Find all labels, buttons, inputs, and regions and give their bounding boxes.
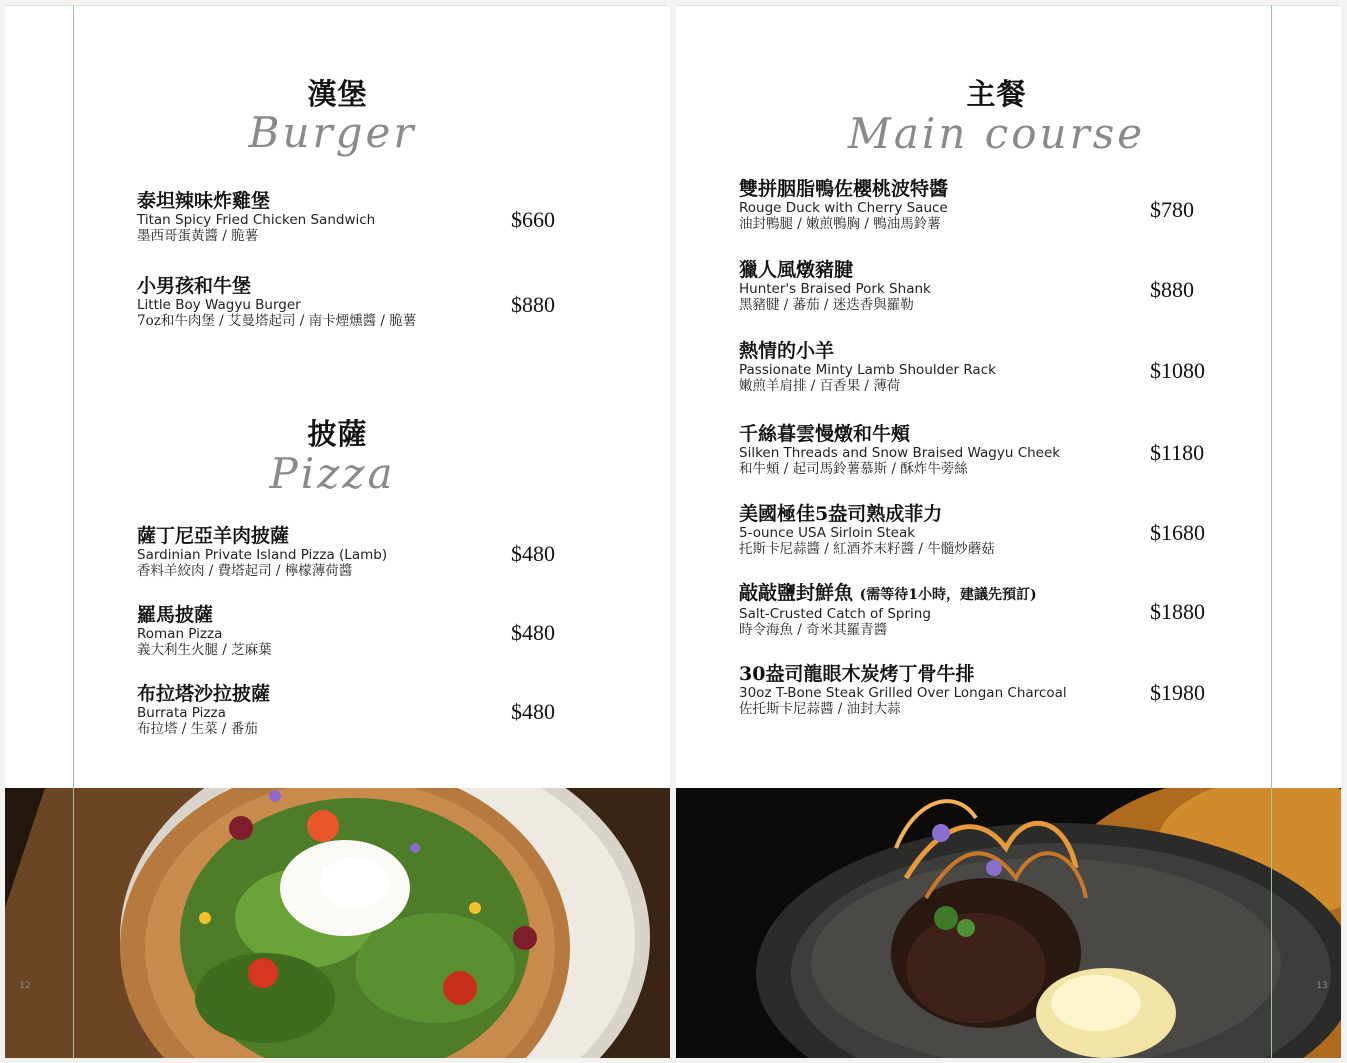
item-price: $480 (511, 699, 555, 724)
menu-item (739, 424, 1060, 478)
item-description: 嫩煎羊肩排 / 百香果 / 薄荷 (739, 378, 901, 394)
menu-item (137, 526, 387, 580)
item-name-en: Titan Spicy Fried Chicken Sandwich (137, 212, 376, 228)
item-name-zh (739, 583, 1037, 606)
item-description: 和牛頰 / 起司馬鈴薯慕斯 / 酥炸牛蒡絲 (739, 461, 968, 477)
item-name-en: 5-ounce USA Sirloin Steak (739, 525, 916, 541)
item-name-en: Passionate Minty Lamb Shoulder Rack (739, 362, 996, 378)
item-name-en: Burrata Pizza (137, 705, 226, 721)
item-name-zh-text: 千絲暮雲慢燉和牛頰 (739, 423, 911, 445)
menu-item (739, 664, 1067, 718)
page-number: 13 (1316, 981, 1328, 991)
menu-page-right (676, 5, 1341, 1058)
item-description: 托斯卡尼蒜醬 / 紅酒芥末籽醬 / 牛髓炒蘑菇 (739, 541, 995, 557)
item-name-en: Roman Pizza (137, 626, 223, 642)
item-description: 時令海魚 / 奇米其羅青醬 (739, 622, 888, 638)
item-name-zh-text: 美國極佳5盎司熟成菲力 (739, 503, 943, 525)
menu-item (739, 583, 1037, 639)
item-price: $1680 (1150, 520, 1205, 545)
pizza-photo (5, 788, 670, 1058)
item-name-zh (739, 260, 931, 281)
item-name-en: Hunter's Braised Pork Shank (739, 281, 931, 297)
item-name-zh: 薩丁尼亞羊肉披薩 (137, 525, 290, 547)
item-name-en: Sardinian Private Island Pizza (Lamb) (137, 547, 388, 563)
item-name-zh-text: 雙拼胭脂鴨佐櫻桃波特醬 (739, 178, 949, 200)
item-price: $880 (511, 292, 555, 317)
item-price: $1880 (1150, 599, 1205, 624)
item-name-zh (739, 504, 995, 525)
menu-item (739, 341, 996, 395)
item-price: $1980 (1150, 680, 1205, 705)
menu-page-left (5, 5, 670, 1058)
item-price: $480 (511, 620, 555, 645)
item-name-zh (739, 424, 1060, 445)
item-note: (需等待1小時，建議先預訂) (859, 587, 1037, 603)
menu-item (137, 684, 270, 738)
item-price: $880 (1150, 277, 1194, 302)
item-name-en: 30oz T-Bone Steak Grilled Over Longan Charcoal (739, 685, 1067, 701)
item-price: $480 (511, 541, 555, 566)
item-name-zh: 泰坦辣味炸雞堡 (137, 190, 271, 212)
menu-item (137, 276, 416, 330)
item-description: 義大利生火腿 / 芝麻葉 (137, 642, 272, 658)
item-name-zh-text: 30盎司龍眼木炭烤丁骨牛排 (739, 663, 975, 685)
item-price: $1080 (1150, 358, 1205, 383)
section-script-burger: Burger (248, 108, 417, 157)
page-top-border (676, 5, 1341, 6)
item-description: 油封鴨腿 / 嫩煎鴨胸 / 鴨油馬鈴薯 (739, 216, 941, 232)
section-script-pizza: Pizza (269, 449, 396, 498)
menu-item (739, 260, 931, 314)
menu-item (137, 191, 375, 245)
item-name-zh (739, 179, 948, 200)
item-name-zh-text: 熱情的小羊 (739, 340, 835, 362)
item-description: 布拉塔 / 生菜 / 番茄 (137, 721, 258, 737)
item-price: $780 (1150, 197, 1194, 222)
section-title-pizza: 披薩 (307, 417, 368, 451)
item-name-zh: 羅馬披薩 (137, 604, 214, 626)
item-name-zh (739, 341, 996, 362)
item-price: $1180 (1150, 440, 1205, 465)
item-name-en: Salt-Crusted Catch of Spring (739, 606, 931, 622)
menu-item (137, 605, 272, 659)
item-name-zh (739, 664, 1067, 685)
guide-line-left (73, 5, 74, 1058)
item-price: $660 (511, 207, 555, 232)
item-description: 墨西哥蛋黃醬 / 脆薯 (137, 228, 259, 244)
item-description: 黑豬腱 / 蕃茄 / 迷迭香與羅勒 (739, 297, 914, 313)
item-description: 7oz和牛肉堡 / 艾曼塔起司 / 南卡煙燻醬 / 脆薯 (137, 313, 417, 329)
section-title-main-course: 主餐 (966, 77, 1027, 111)
menu-item (739, 179, 948, 233)
item-name-zh-text: 獵人風燉豬腱 (739, 259, 854, 281)
item-name-en: Rouge Duck with Cherry Sauce (739, 200, 948, 216)
item-name-zh: 小男孩和牛堡 (137, 275, 252, 297)
item-name-zh-text: 敲敲鹽封鮮魚 (739, 582, 854, 604)
item-description: 佐托斯卡尼蒜醬 / 油封大蒜 (739, 701, 901, 717)
guide-line-right (1271, 5, 1272, 1058)
item-name-en: Little Boy Wagyu Burger (137, 297, 301, 313)
menu-item (739, 504, 995, 558)
item-name-en: Silken Threads and Snow Braised Wagyu Cheek (739, 445, 1061, 461)
section-script-main-course: Main course (847, 109, 1146, 158)
item-description: 香料羊絞肉 / 費塔起司 / 檸檬薄荷醬 (137, 563, 353, 579)
braised-beef-photo (676, 788, 1341, 1058)
item-name-zh: 布拉塔沙拉披薩 (137, 683, 271, 705)
page-number: 12 (19, 981, 31, 991)
page-top-border (5, 5, 670, 6)
section-title-burger: 漢堡 (307, 77, 368, 111)
